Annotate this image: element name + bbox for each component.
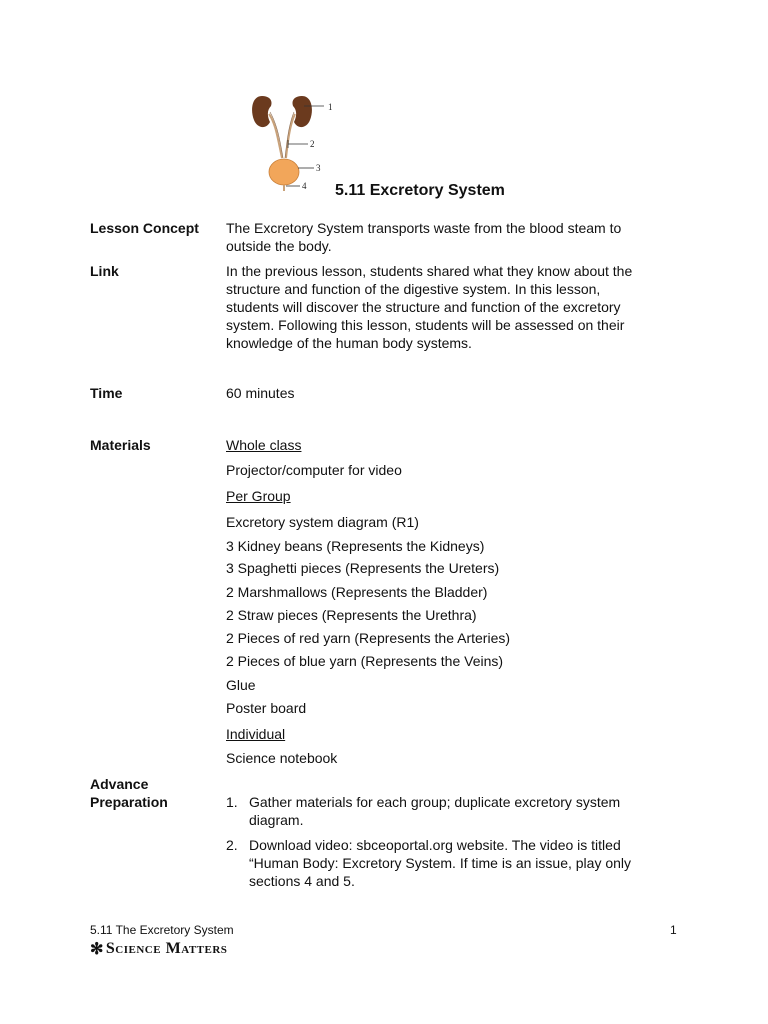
link-line: knowledge of the human body systems. bbox=[226, 335, 472, 351]
material-item: Science notebook bbox=[226, 750, 338, 766]
material-item: 3 Kidney beans (Represents the Kidneys) bbox=[226, 538, 485, 554]
left-ureter bbox=[269, 114, 282, 158]
right-kidney bbox=[292, 96, 311, 127]
link-line: In the previous lesson, students shared what they know about the bbox=[226, 263, 633, 279]
link-line: system. Following this lesson, students will be assessed on their bbox=[226, 317, 625, 333]
link-text bbox=[226, 262, 676, 352]
step-number: 1. bbox=[226, 794, 238, 810]
material-item: 3 Spaghetti pieces (Represents the Ureters) bbox=[226, 560, 500, 576]
material-item: Poster board bbox=[226, 700, 307, 716]
page-number: 1 bbox=[670, 923, 677, 937]
lesson-concept-label: Lesson Concept bbox=[90, 220, 199, 236]
step-line: diagram. bbox=[249, 812, 304, 828]
material-item: 2 Straw pieces (Represents the Urethra) bbox=[226, 607, 477, 623]
link-line: structure and function of the digestive system. In this lesson, bbox=[226, 281, 601, 297]
page-title: 5.11 Excretory System bbox=[335, 182, 505, 199]
time-value: 60 minutes bbox=[226, 385, 295, 401]
footer-doc-title: 5.11 The Excretory System bbox=[90, 923, 234, 937]
step-text bbox=[249, 836, 679, 890]
lesson-concept-text bbox=[226, 219, 676, 255]
materials-label: Materials bbox=[90, 437, 151, 453]
advance-label-line: Preparation bbox=[90, 794, 168, 810]
individual-heading: Individual bbox=[226, 726, 286, 742]
material-item: 2 Pieces of blue yarn (Represents the Veins) bbox=[226, 653, 504, 669]
lesson-concept-line: outside the body. bbox=[226, 238, 332, 254]
material-item: 2 Marshmallows (Represents the Bladder) bbox=[226, 584, 488, 600]
brand-name: Science Matters bbox=[105, 940, 228, 957]
star-icon: ✻ bbox=[90, 941, 104, 958]
step-line: Download video: sbceoportal.org website. The video is titled bbox=[249, 837, 621, 853]
advance-label-line: Advance bbox=[90, 776, 149, 792]
step-text bbox=[249, 793, 679, 829]
diagram-label-2: 2 bbox=[310, 139, 315, 149]
material-item: Glue bbox=[226, 677, 256, 693]
material-item: 2 Pieces of red yarn (Represents the Arteries) bbox=[226, 630, 511, 646]
link-line: students will discover the structure and function of the excretory bbox=[226, 299, 621, 315]
step-line: sections 4 and 5. bbox=[249, 873, 355, 889]
material-item: Excretory system diagram (R1) bbox=[226, 514, 419, 530]
advance-preparation-label bbox=[90, 775, 168, 811]
step-line: Gather materials for each group; duplicate excretory system bbox=[249, 794, 621, 810]
diagram-label-3: 3 bbox=[316, 163, 321, 173]
left-kidney bbox=[252, 96, 271, 127]
time-label: Time bbox=[90, 385, 123, 401]
diagram-label-4: 4 bbox=[302, 181, 307, 191]
diagram-label-1: 1 bbox=[328, 102, 333, 112]
step-number: 2. bbox=[226, 837, 238, 853]
step-line: “Human Body: Excretory System. If time is an issue, play only bbox=[249, 855, 632, 871]
right-ureter bbox=[286, 114, 295, 158]
material-item: Projector/computer for video bbox=[226, 462, 402, 478]
link-label: Link bbox=[90, 263, 119, 279]
lesson-concept-line: The Excretory System transports waste from the blood steam to bbox=[226, 220, 622, 236]
whole-class-heading: Whole class bbox=[226, 437, 302, 453]
excretory-system-diagram bbox=[244, 90, 340, 196]
brand-logo bbox=[90, 939, 227, 959]
per-group-heading: Per Group bbox=[226, 488, 291, 504]
bladder bbox=[269, 159, 299, 185]
